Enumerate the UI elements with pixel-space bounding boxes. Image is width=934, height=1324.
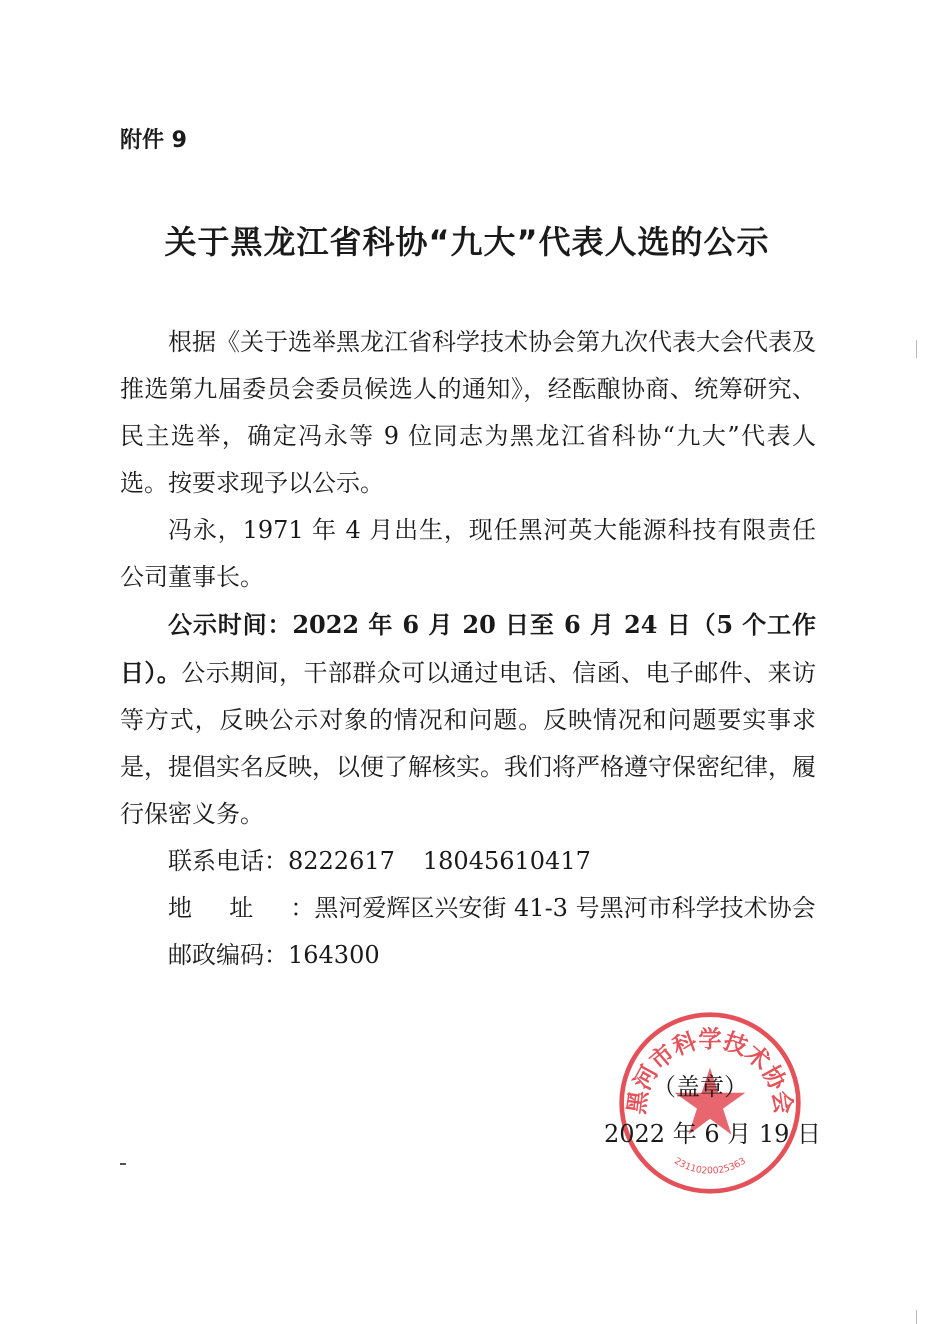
document-body — [120, 319, 816, 979]
address-label: 地址 — [168, 894, 291, 922]
address-colon: ： — [290, 894, 315, 922]
postcode-label: 邮政编码： — [168, 941, 288, 969]
notice-period: 公示时间：2022 年 6 月 20 日至 6 月 24 日（5 个工作日）。 — [120, 610, 816, 687]
seal-number: 2311020025363 — [672, 1155, 748, 1177]
address-value: 黑河爱辉区兴安街 41-3 号黑河市科学技术协会 — [314, 894, 816, 922]
scan-speck — [120, 1163, 126, 1165]
phone-number-1: 8222617 — [288, 847, 395, 875]
intro-paragraph: 根据《关于选举黑龙江省科学技术协会第九次代表大会代表及推选第九届委员会委员候选人的通知》，经酝酿协商、统筹研究、民主选举，确定冯永等 9 位同志为黑龙江省科协“九大”代表人选。按要求现予以公示。 — [120, 328, 816, 497]
postcode-line — [120, 932, 816, 979]
official-seal-icon — [617, 1010, 803, 1196]
attachment-label: 附件 9 — [120, 128, 187, 153]
scan-edge-mark — [916, 1310, 917, 1324]
notice-paragraph — [120, 601, 816, 838]
phone-line — [120, 838, 816, 885]
notice-text: 公示期间，干部群众可以通过电话、信函、电子邮件、来访等方式，反映公示对象的情况和问题。反映情况和问题要实事求是，提倡实名反映，以便了解核实。我们将严格遵守保密纪律，履行保密义务。 — [120, 659, 817, 828]
phone-number-2: 18045610417 — [422, 847, 591, 875]
page-title: 关于黑龙江省科协“九大”代表人选的公示 — [164, 223, 770, 261]
phone-label: 联系电话： — [168, 847, 288, 875]
postcode-value: 164300 — [288, 941, 380, 969]
seal-note: （盖章） — [652, 1073, 748, 1101]
address-line — [120, 885, 816, 932]
svg-text:2311020025363 — [672, 1156, 748, 1177]
issue-date: 2022 年 6 月 19 日 — [604, 1120, 822, 1148]
scan-edge-mark — [916, 340, 917, 358]
seal-text: 黑河市科学技术协会 — [623, 1026, 797, 1116]
candidate-paragraph: 冯永，1971 年 4 月出生，现任黑河英大能源科技有限责任公司董事长。 — [120, 516, 816, 591]
